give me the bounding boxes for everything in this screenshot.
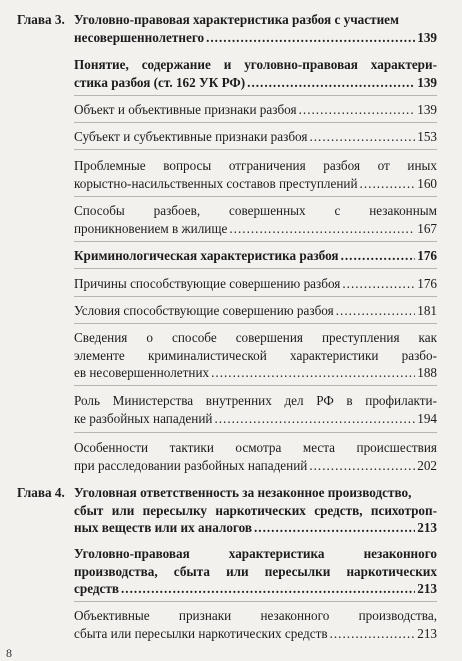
separator bbox=[74, 296, 437, 297]
toc-line: Условия способствующие совершению разбоя bbox=[74, 303, 334, 318]
toc-line: Особенности тактики осмотра места происшествия bbox=[74, 440, 437, 455]
toc-line: Уголовно-правовая характеристика незаконного bbox=[74, 546, 437, 561]
separator bbox=[74, 432, 437, 433]
chapter-label: Глава 4. bbox=[17, 485, 65, 500]
page-ref: 202 bbox=[417, 457, 437, 473]
toc-section bbox=[74, 56, 437, 91]
separator bbox=[74, 601, 437, 602]
toc-line: Криминологическая характеристика разбоя bbox=[74, 248, 339, 263]
dot-leader bbox=[254, 519, 415, 537]
toc-line: при расследовании разбойных нападений bbox=[74, 457, 308, 473]
dot-leader bbox=[341, 247, 416, 265]
toc-section bbox=[74, 302, 437, 320]
toc-section bbox=[74, 101, 437, 119]
page-number: 8 bbox=[6, 646, 12, 660]
toc-line: средств bbox=[74, 581, 119, 596]
toc-section bbox=[74, 128, 437, 146]
page-ref: 139 bbox=[417, 29, 437, 45]
page-ref: 213 bbox=[417, 581, 437, 596]
separator bbox=[74, 196, 437, 197]
toc-line: производства, сбыта или пересылки наркотических bbox=[74, 563, 437, 579]
dot-leader bbox=[299, 101, 416, 119]
chapter-label: Глава 3. bbox=[17, 12, 65, 27]
dot-leader bbox=[214, 410, 415, 428]
page-ref: 176 bbox=[417, 248, 437, 263]
dot-leader bbox=[229, 220, 415, 238]
toc-line: Объективные признаки незаконного производства, bbox=[74, 608, 437, 623]
dot-leader bbox=[247, 74, 415, 92]
toc-line: несовершеннолетнего bbox=[74, 29, 205, 45]
toc-line: Объект и объективные признаки разбоя bbox=[74, 102, 297, 117]
dot-leader bbox=[360, 175, 416, 193]
separator bbox=[74, 385, 437, 386]
separator bbox=[74, 241, 437, 242]
page-ref: 160 bbox=[417, 175, 437, 191]
dot-leader bbox=[211, 364, 415, 382]
toc-section bbox=[74, 247, 437, 265]
toc-line: Сведения о способе совершения преступления как bbox=[74, 330, 437, 345]
toc-line: Роль Министерства внутренних дел РФ в профилакти- bbox=[74, 393, 437, 408]
toc-line: Причины способствующие совершению разбоя bbox=[74, 276, 341, 291]
toc-chapter-4 bbox=[17, 484, 437, 537]
toc-line: Проблемные вопросы отграничения разбоя от иных bbox=[74, 158, 437, 173]
toc-line: Понятие, содержание и уголовно-правовая характери- bbox=[74, 57, 437, 72]
page-ref: 167 bbox=[417, 220, 437, 236]
dot-leader bbox=[206, 29, 415, 47]
dot-leader bbox=[309, 457, 415, 475]
toc-section bbox=[74, 545, 437, 598]
toc-line: элементе криминалистической характеристики разбо- bbox=[74, 347, 437, 363]
toc-line: корыстно-насильственных составов преступлений bbox=[74, 175, 358, 191]
separator bbox=[74, 95, 437, 96]
toc-section bbox=[74, 329, 437, 382]
page-ref: 188 bbox=[417, 365, 437, 380]
toc-line: сбыта или пересылки наркотических средств bbox=[74, 625, 328, 641]
toc-line: проникновением в жилище bbox=[74, 220, 228, 236]
page-ref: 213 bbox=[417, 520, 437, 535]
dot-leader bbox=[330, 625, 416, 643]
separator bbox=[74, 323, 437, 324]
toc-line: ных веществ или их аналогов bbox=[74, 520, 252, 535]
page-ref: 181 bbox=[417, 303, 437, 318]
page-ref: 213 bbox=[417, 625, 437, 641]
dot-leader bbox=[121, 580, 415, 598]
toc-section bbox=[74, 607, 437, 642]
toc-line: стика разбоя (ст. 162 УК РФ) bbox=[74, 74, 246, 90]
separator bbox=[74, 122, 437, 123]
toc-line: Уголовная ответственность за незаконное производство, bbox=[74, 485, 412, 500]
toc-section bbox=[74, 202, 437, 237]
toc-line: Субъект и субъективные признаки разбоя bbox=[74, 129, 308, 144]
dot-leader bbox=[342, 275, 415, 293]
page-ref: 153 bbox=[417, 129, 437, 144]
dot-leader bbox=[309, 128, 415, 146]
separator bbox=[74, 268, 437, 269]
toc-section bbox=[74, 157, 437, 192]
toc-section bbox=[74, 439, 437, 474]
toc-section bbox=[74, 275, 437, 293]
page-ref: 194 bbox=[417, 410, 437, 426]
dot-leader bbox=[336, 302, 416, 320]
page-ref: 176 bbox=[417, 276, 437, 291]
separator bbox=[74, 149, 437, 150]
toc-line: Способы разбоев, совершенных с незаконным bbox=[74, 203, 437, 218]
page-ref: 139 bbox=[417, 102, 437, 117]
toc-line: Уголовно-правовая характеристика разбоя с участием bbox=[74, 12, 399, 27]
toc-line: ке разбойных нападений bbox=[74, 410, 213, 426]
toc-chapter-3 bbox=[17, 11, 437, 46]
toc-line: ев несовершеннолетних bbox=[74, 365, 210, 380]
toc-section bbox=[74, 392, 437, 427]
toc-line: сбыт или пересылку наркотических средств, психотроп- bbox=[74, 502, 437, 518]
page-ref: 139 bbox=[417, 74, 437, 90]
